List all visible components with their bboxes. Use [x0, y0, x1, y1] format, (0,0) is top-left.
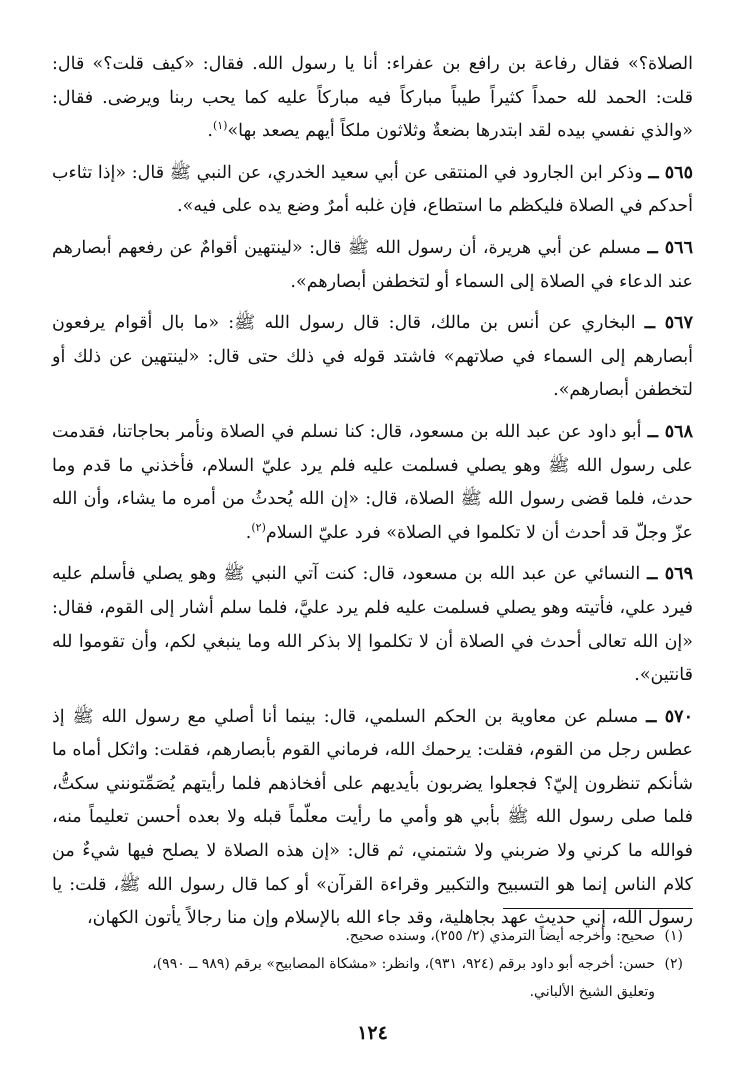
footnotes-section: [60, 922, 683, 1006]
hadith-text: مسلم عن معاوية بن الحكم السلمي، قال: بينما أنا أصلي مع رسول الله ﷺ إذ عطس رجل من القوم، فقلت: يرحمك الله، فرماني القوم بأبصارهم، فقلت: واثكل أماه ما شأنكم تنظرون إليّ؟ فجعلوا يضربون بأيديهم على أفخاذهم فلما رأيتهم يُصَمِّتونني سكتُّ، فلما صلى رسول الله ﷺ بأبي هو وأمي ما رأيت معلّماً قبله ولا بعده أحسن تعليماً منه، فوالله ما كرني ولا ضربني ولا شتمني، ثم قال: «إن هذه الصلاة لا يصلح فيها شيءٌ من كلام الناس إنما هو التسبيح والتكبير وقراءة القرآن» أو كما قال رسول الله ﷺ، قلت: يا رسول الله، إني حديث عهد بجاهلية، وقد جاء الله بالإسلام وإن منا رجالاً يأتون الكهان،: [52, 706, 693, 929]
hadith-number: ٥٦٩ ــ: [647, 564, 693, 585]
hadith-text: البخاري عن أنس بن مالك، قال: قال رسول الله ﷺ: «ما بال أقوام يرفعون أبصارهم إلى السماء في صلاتهم» فاشتد قوله في ذلك حتى قال: «لينتهين عن ذلك أو لتخطفن أبصارهم».: [52, 313, 693, 401]
paragraph-text: الصلاة؟» فقال رفاعة بن رافع بن عفراء: أنا يا رسول الله. فقال: «كيف قلت؟» قال: قلت: الحمد لله حمداً كثيراً طيباً مباركاً فيه مباركاً عليه كما يحب ربنا ويرضى. فقال: «والذي نفسي بيده لقد ابتدرها بضعةٌ وثلاثون ملكاً أيهم يصعد بها»: [52, 54, 693, 142]
hadith-text: أبو داود عن عبد الله بن مسعود، قال: كنا نسلم في الصلاة ونأمر بحاجاتنا، فقدمت على رسول الله ﷺ وهو يصلي فسلمت عليه فلم يرد عليّ السلام، فأخذني ما قدم وما حدث، فلما قضى رسول الله ﷺ الصلاة، قال: «إن الله يُحدثُ من أمره ما يشاء، وأن الله عزّ وجلّ قد أحدث أن لا تكلموا في الصلاة» فرد عليّ السلام: [52, 421, 693, 543]
page-number: ١٢٤: [357, 1022, 388, 1044]
footnote-number: (١): [664, 928, 683, 944]
paragraph-continuation: [52, 48, 693, 149]
hadith-text-end: .: [245, 522, 252, 543]
footnote-reference: (٢): [251, 520, 266, 534]
footnote-number: (٢): [664, 956, 683, 972]
footnote-1: [60, 922, 683, 950]
hadith-568: [52, 416, 693, 550]
hadith-text: مسلم عن أبي هريرة، أن رسول الله ﷺ قال: «لينتهين أقوامٌ عن رفعهم أبصارهم عند الدعاء في الصلاة إلى السماء أو لتخطفن أبصارهم».: [52, 237, 693, 292]
hadith-text: وذكر ابن الجارود في المنتقى عن أبي سعيد الخدري، عن النبي ﷺ قال: «إذا تثاءب أحدكم في الصلاة فليكظم ما استطاع، فإن غلبه أمرٌ وضع يده على فيه».: [52, 162, 693, 217]
paragraph-text-end: .: [207, 121, 213, 142]
footnote-divider: [503, 908, 693, 909]
hadith-number: ٥٦٨ ــ: [647, 421, 693, 442]
hadith-text: النسائي عن عبد الله بن مسعود، قال: كنت آتي النبي ﷺ وهو يصلي فأسلم عليه فيرد علي، فأتيته وهو يصلي فسلمت عليه فلم يرد عليَّ، فلما سلم أشار إلى القوم، فقال: «إن الله تعالى أحدث في الصلاة أن لا تكلموا إلا بذكر الله وما ينبغي لكم، وأن تقوموا لله قانتين».: [52, 564, 693, 686]
hadith-number: ٥٦٥ ــ: [648, 162, 693, 183]
hadith-number: ٥٦٦ ــ: [647, 237, 693, 258]
footnote-text: صحيح: وأخرجه أيضاً الترمذي (٢/ ٢٥٥)، وسنده صحيح.: [345, 928, 655, 944]
footnote-2-continuation: وتعليق الشيخ الألباني.: [529, 984, 655, 1000]
footnote-reference: (١): [212, 119, 228, 133]
hadith-number: ٥٦٧ ــ: [644, 313, 693, 334]
hadith-565: [52, 157, 693, 224]
footnote-2: [60, 950, 683, 978]
hadith-567: [52, 307, 693, 408]
hadith-566: [52, 232, 693, 299]
hadith-number: ٥٧٠ ــ: [646, 706, 693, 727]
footnote-text: حسن: أخرجه أبو داود برقم (٩٢٤، ٩٣١)، وانظر: «مشكاة المصابيح» برقم (٩٨٩ ــ ٩٩٠)،: [152, 956, 655, 972]
hadith-569: [52, 558, 693, 692]
hadith-570: [52, 701, 693, 936]
